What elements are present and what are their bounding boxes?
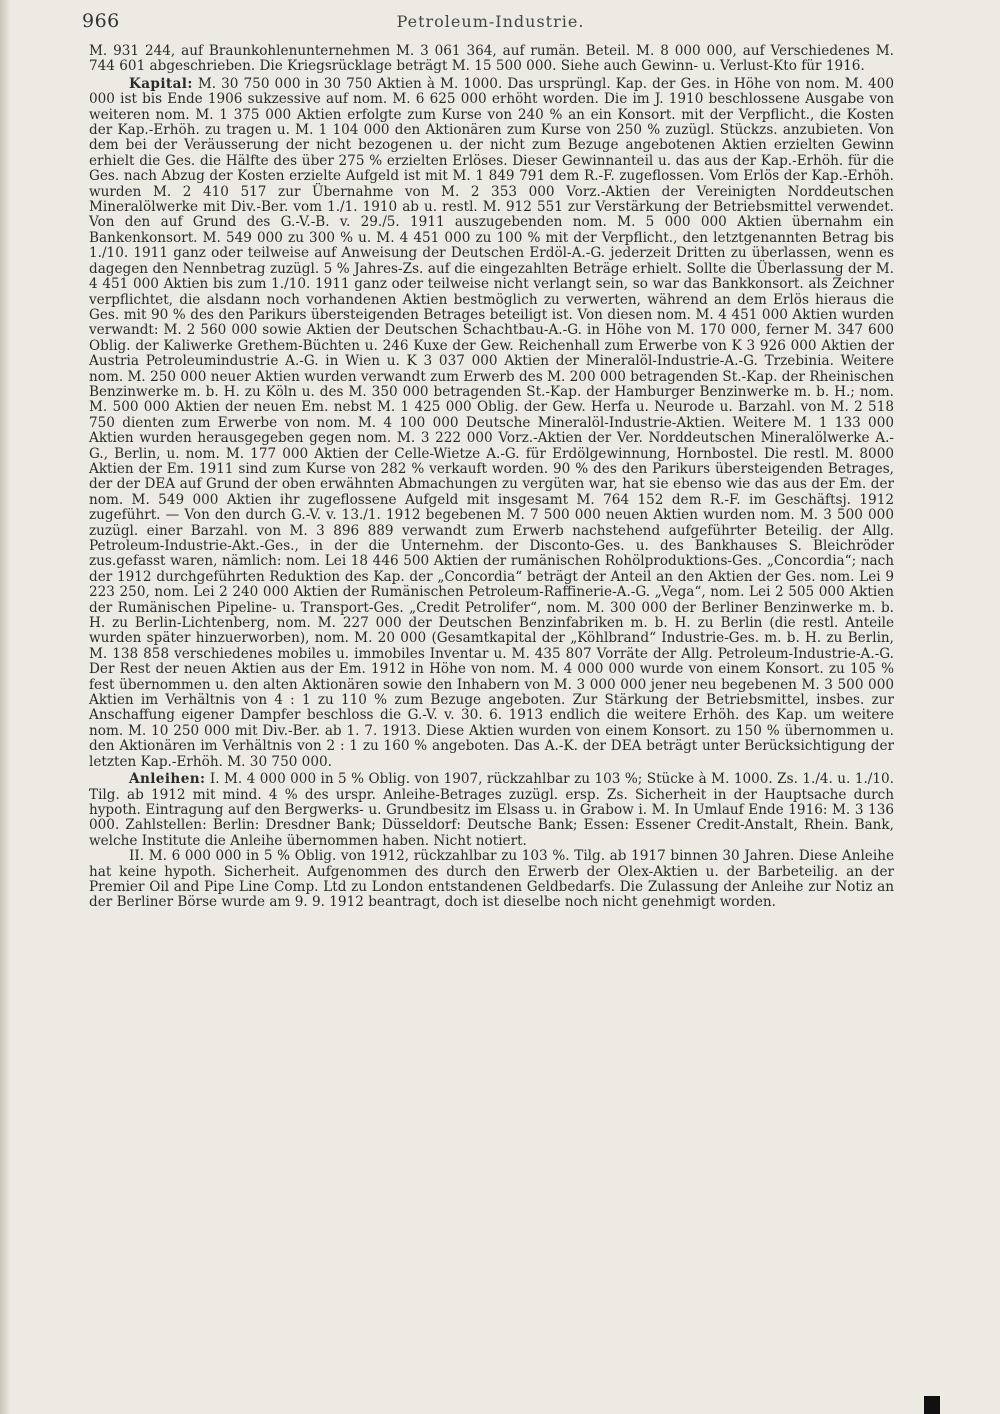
page-number: 966: [82, 10, 120, 32]
section-lead-anleihen: Anleihen:: [129, 771, 206, 788]
page-header: [82, 6, 895, 36]
paragraph-text: I. M. 4 000 000 in 5 % Oblig. von 1907, rückzahlbar zu 103 %; Stücke à M. 1000. Zs. 1./4. u. 1./10. Tilg. ab 1912 mit mind. 4 % des urspr. Anleihe-Betrages zuzügl. ersp. Zs. Sicherheit in der Hauptsache durch hypoth. Eintragung auf den Bergwerks- u. Grundbesitz im Elsass u. in Grabow i. M. In Umlauf Ende 1916: M. 3 136 000. Zahlstellen: Berlin: Dresdner Bank; Düsseldorf: Deutsche Bank; Essen: Essener Credit-Anstalt, Rhein. Bank, welche Institute die Anleihe übernommen haben. Nicht notiert.: [89, 771, 894, 849]
paragraph-text: M. 931 244, auf Braunkohlenunternehmen M. 3 061 364, auf rumän. Beteil. M. 8 000 000, auf Verschiedenes M. 744 601 abgeschrieben. Die Kriegsrücklage beträgt M. 15 500 000. Siehe auch Gewinn- u. Verlust-Kto für 1916.: [89, 43, 894, 75]
paragraph-anleihen: [89, 772, 894, 849]
section-lead-kapital: Kapital:: [129, 75, 193, 92]
paragraph-text: II. M. 6 000 000 in 5 % Oblig. von 1912, rückzahlbar zu 103 %. Tilg. ab 1917 binnen 30 Jahren. Diese Anleihe hat keine hypoth. Sicherheit. Aufgenommen des durch den Erwerb der Olex-Aktien u. der Barbeteilig. an der Premier Oil and Pipe Line Comp. Ltd zu London entstandenen Geldbedarfs. Die Zulassung der Anleihe zur Notiz an der Berliner Börse wurde am 9. 9. 1912 beantragt, doch ist dieselbe noch nicht genehmigt worden.: [89, 848, 894, 911]
page-spine-shadow: [0, 0, 10, 1414]
paragraph-anleihe-ii: [89, 849, 894, 911]
scan-corner-mark: [924, 1396, 940, 1414]
article-body: [89, 44, 894, 911]
paragraph-writeoffs: [89, 44, 894, 75]
paragraph-kapital: [89, 77, 894, 770]
running-title: Petroleum-Industrie.: [396, 12, 585, 31]
paragraph-text: M. 30 750 000 in 30 750 Aktien à M. 1000. Das ursprüngl. Kap. der Ges. in Höhe von nom. M. 400 000 ist bis Ende 1906 sukzessive auf nom. M. 6 625 000 erhöht worden. Die im J. 1910 beschlossene Ausgabe von weiteren nom. M. 1 375 000 Aktien erfolgte zum Kurse von 240 % an ein Konsort. mit der Verpflicht., die Kosten der Kap.-Erhöh. zu tragen u. M. 1 104 000 den Aktionären zum Kurse von 250 % zuzügl. Stückzs. anzubieten. Von dem bei der Veräusserung der nicht bezogenen u. der nicht zum Bezuge angebotenen Aktien erzielten Gewinn erhielt die Ges. die Hälfte des über 275 % erzielten Erlöses. Dieser Gewinnanteil u. das aus der Kap.-Erhöh. für die Ges. nach Abzug der Kosten erzielte Aufgeld ist mit M. 1 849 791 dem R.-F. zugeflossen. Vom Erlös der Kap.-Erhöh. wurden M. 2 410 517 zur Übernahme von M. 2 353 000 Vorz.-Aktien der Vereinigten Norddeutschen Mineralölwerke mit Div.-Ber. vom 1./1. 1910 ab u. restl. M. 912 551 zur Verstärkung der Betriebsmittel verwendet. Von den auf Grund des G.-V.-B. v. 29./5. 1911 auszugebenden nom. M. 5 000 000 Aktien übernahm ein Bankenkonsort. M. 549 000 zu 300 % u. M. 4 451 000 zu 100 % mit der Verpflicht., den letztgenannten Betrag bis 1./10. 1911 ganz oder teilweise auf Anweisung der Deutschen Erdöl-A.-G. jederzeit Dritten zu überlassen, wenn es dagegen den Nennbetrag zuzügl. 5 % Jahres-Zs. auf die eingezahlten Beträge erhielt. Sollte die Überlassung der M. 4 451 000 Aktien bis zum 1./10. 1911 ganz oder teilweise nicht verlangt sein, so war das Bankkonsort. als Zeichner verpflichtet, die alsdann noch vorhandenen Aktien bestmöglich zu verwerten, während an dem Erlös hieraus die Ges. mit 90 % des den Parikurs übersteigenden Betrages beteiligt ist. Von diesen nom. M. 4 451 000 Aktien wurden verwandt: M. 2 560 000 sowie Aktien der Deutschen Schachtbau-A.-G. in Höhe von M. 170 000, ferner M. 347 600 Oblig. der Kaliwerke Grethem-Büchten u. 246 Kuxe der Gew. Reichenhall zum Erwerbe von K 3 926 000 Aktien der Austria Petroleumindustrie A.-G. in Wien u. K 3 037 000 Aktien der Mineralöl-Industrie-A.-G. Trzebinia. Weitere nom. M. 250 000 neuer Aktien wurden verwandt zum Erwerb des M. 200 000 betragenden St.-Kap. der Rheinischen Benzinwerke m. b. H. zu Köln u. des M. 350 000 betragenden St.-Kap. der Hamburger Benzinwerke m. b. H.; nom. M. 500 000 Aktien der neuen Em. nebst M. 1 425 000 Oblig. der Gew. Herfa u. Neurode u. Barzahl. von M. 2 518 750 dienten zum Erwerbe von nom. M. 4 100 000 Deutsche Mineralöl-Industrie-Aktien. Weitere M. 1 133 000 Aktien wurden herausgegeben gegen nom. M. 3 222 000 Vorz.-Aktien der Ver. Norddeutschen Mineralölwerke A.-G., Berlin, u. nom. M. 177 000 Aktien der Celle-Wietze A.-G. für Erdölgewinnung, Hornbostel. Die restl. M. 8000 Aktien der Em. 1911 sind zum Kurse von 282 % verkauft worden. 90 % des den Parikurs übersteigenden Betrages, der der DEA auf Grund der oben erwähnten Abmachungen zu vergüten war, hat sie ebenso wie das aus der Em. der nom. M. 549 000 Aktien ihr zugeflossene Aufgeld mit insgesamt M. 764 152 dem R.-F. im Geschäftsj. 1912 zugeführt. — Von den durch G.-V. v. 13./1. 1912 begebenen M. 7 500 000 neuen Aktien wurden nom. M. 3 500 000 zuzügl. einer Barzahl. von M. 3 896 889 verwandt zum Erwerb nachstehend aufgeführter Beteilig. der Allg. Petroleum-Industrie-Akt.-Ges., in der die Unternehm. der Disconto-Ges. u. des Bankhauses S. Bleichröder zus.gefasst waren, nämlich: nom. Lei 18 446 500 Aktien der rumänischen Rohölproduktions-Ges. „Concordia“; nach der 1912 durchgeführten Reduktion des Kap. der „Concordia“ beträgt der Anteil an den Aktien der Ges. nom. Lei 9 223 250, nom. Lei 2 240 000 Aktien der Rumänischen Petroleum-Raffinerie-A.-G. „Vega“, nom. Lei 2 505 000 Aktien der Rumänischen Pipeline- u. Transport-Ges. „Credit Petrolifer“, nom. M. 300 000 der Berliner Benzinwerke m. b. H. zu Berlin-Lichtenberg, nom. M. 227 000 der Deutschen Benzinfabriken m. b. H. zu Berlin (die restl. Anteile wurden später hinzuerworben), nom. M. 20 000 (Gesamtkapital der „Köhlbrand“ Industrie-Ges. m. b. H. zu Berlin, M. 138 858 verschiedenes mobiles u. immobiles Inventar u. M. 435 807 Vorräte der Allg. Petroleum-Industrie-A.-G. Der Rest der neuen Aktien aus der Em. 1912 in Höhe von nom. M. 4 000 000 wurde von einem Konsort. zu 105 % fest übernommen u. den alten Aktionären sowie den Inhabern von M. 3 000 000 jener neu begebenen M. 3 500 000 Aktien im Verhältnis von 4 : 1 zu 110 % zum Bezuge angeboten. Zur Stärkung der Betriebsmittel, insbes. zur Anschaffung eigener Dampfer beschloss die G.-V. v. 30. 6. 1913 endlich die weitere Erhöh. des Kap. um weitere nom. M. 10 250 000 mit Div.-Ber. ab 1. 7. 1913. Diese Aktien wurden von einem Konsort. zu 150 % übernommen u. den Aktionären im Verhältnis von 2 : 1 zu 160 % angeboten. Das A.-K. der DEA beträgt unter Berücksichtigung der letzten Kap.-Erhöh. M. 30 750 000.: [89, 75, 894, 770]
